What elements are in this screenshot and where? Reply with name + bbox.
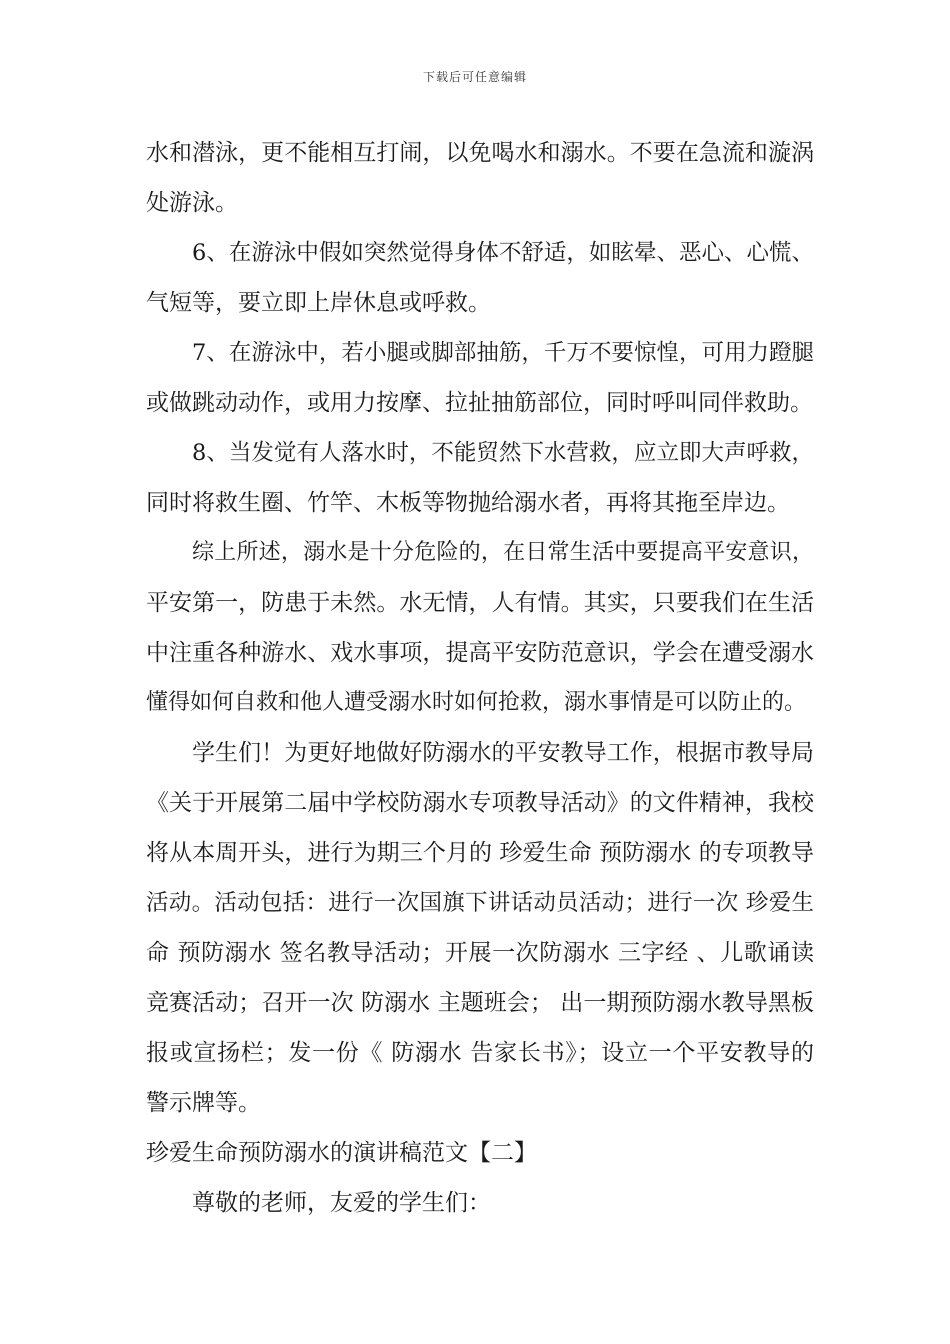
text-line: 活动。活动包括：进行一次国旗下讲话动员活动；进行一次 珍爱生 — [146, 890, 814, 916]
text-line: 平安第一，防患于未然。水无情，人有情。其实，只要我们在生活 — [146, 590, 814, 616]
document-body — [146, 128, 814, 1228]
page-header: 下载后可任意编辑 — [422, 70, 527, 84]
text-line: 报或宣扬栏；发一份《 防溺水 告家长书》；设立一个平安教导的 — [146, 1040, 814, 1066]
text-line: 警示牌等。 — [146, 1090, 261, 1116]
text-line: 命 预防溺水 签名教导活动；开展一次防溺水 三字经 、儿歌诵读 — [146, 940, 814, 966]
text-line: 尊敬的老师，友爱的学生们： — [192, 1190, 491, 1216]
text-line: 同时将救生圈、竹竿、木板等物抛给溺水者，再将其拖至岸边。 — [146, 490, 790, 516]
text-line: 或做跳动动作，或用力按摩、拉扯抽筋部位，同时呼叫同伴救助。 — [146, 390, 813, 416]
text-line: 气短等，要立即上岸休息或呼救。 — [146, 290, 491, 316]
text-line: 学生们！为更好地做好防溺水的平安教导工作，根据市教导局 — [192, 740, 814, 766]
text-line: 将从本周开头，进行为期三个月的 珍爱生命 预防溺水 的专项教导 — [146, 840, 814, 866]
text-line: 水和潜泳，更不能相互打闹，以免喝水和溺水。不要在急流和漩涡 — [146, 140, 814, 166]
text-line: 竞赛活动；召开一次 防溺水 主题班会； 出一期预防溺水教导黑板 — [146, 990, 814, 1016]
text-line: 懂得如何自救和他人遭受溺水时如何抢救，溺水事情是可以防止的。 — [146, 690, 807, 715]
text-line: 6、在游泳中假如突然觉得身体不舒适，如眩晕、恶心、心慌、 — [192, 240, 814, 266]
section-heading: 珍爱生命预防溺水的演讲稿范文【二】 — [146, 1140, 537, 1166]
text-line: 综上所述，溺水是十分危险的，在日常生活中要提高平安意识， — [192, 540, 814, 565]
text-line: 处游泳。 — [146, 190, 238, 216]
text-line: 8、当发觉有人落水时，不能贸然下水营救，应立即大声呼救， — [192, 440, 814, 466]
text-line: 中注重各种游水、戏水事项，提高平安防范意识，学会在遭受溺水 — [146, 640, 814, 666]
text-line: 《关于开展第二届中学校防溺水专项教导活动》的文件精神，我校 — [146, 790, 814, 816]
text-line: 7、在游泳中，若小腿或脚部抽筋，千万不要惊惶，可用力蹬腿 — [192, 340, 814, 366]
